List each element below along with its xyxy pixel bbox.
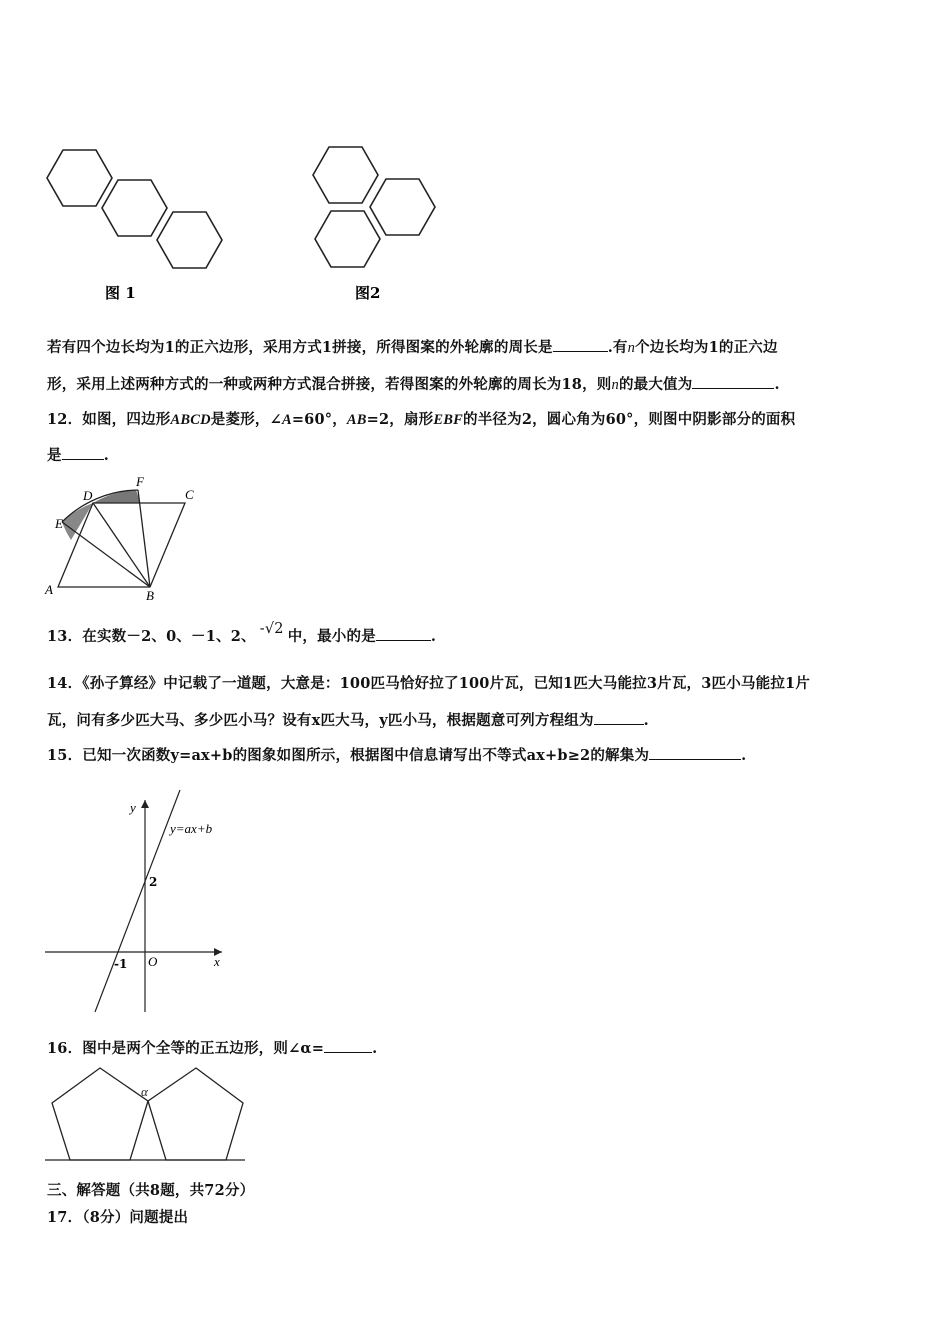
hexagon-figure-1 [47, 150, 222, 268]
svg-text:-1: -1 [114, 957, 128, 971]
fig2-label: 图2 [355, 284, 381, 302]
fig1-label: 图 1 [105, 284, 136, 302]
svg-text:F: F [136, 474, 144, 489]
q11-text-line1: 若有四个边长均为1的正六边形，采用方式1拼接，所得图案的外轮廓的周长是 .有n个边长均为1的正六边 [47, 339, 778, 356]
linear-function-graph [45, 790, 222, 1012]
q12-text-line2: 是 . [47, 447, 109, 464]
answer-blank [553, 337, 608, 352]
q14-text-line2: 瓦，问有多少匹大马、多少匹小马？设有x匹大马，y匹小马，根据题意可列方程组为 . [47, 712, 649, 729]
answer-blank [324, 1038, 372, 1053]
q17-text: 17．（8分）问题提出 [47, 1209, 189, 1226]
answer-blank [692, 374, 774, 389]
answer-blank [376, 626, 431, 641]
answer-blank [649, 745, 741, 760]
answer-blank [594, 710, 644, 725]
q13-text: 13．在实数－2、0、－1、2、 -√2 中，最小的是 . [47, 621, 437, 645]
section-heading: 三、解答题（共8题，共72分） [47, 1182, 255, 1199]
svg-text:E: E [55, 516, 63, 531]
svg-text:y=ax+b: y=ax+b [170, 821, 213, 836]
svg-text:y: y [130, 800, 136, 815]
q16-text: 16．图中是两个全等的正五边形，则∠α= . [47, 1040, 378, 1057]
svg-text:x: x [214, 954, 220, 969]
pentagons-figure [45, 1068, 245, 1160]
svg-text:O: O [148, 954, 158, 969]
svg-text:C: C [185, 487, 194, 502]
hexagon-figure-2 [313, 147, 435, 267]
q14-text-line1: 14．《孙子算经》中记载了一道题，大意是：100匹马恰好拉了100片瓦，已知1匹大马能拉3片瓦，3匹小马能拉1片 [47, 675, 811, 692]
svg-text:B: B [146, 588, 154, 603]
q15-text: 15．已知一次函数y=ax+b的图象如图所示，根据图中信息请写出不等式ax+b≥2的解集为 . [47, 747, 747, 764]
svg-text:D: D [83, 488, 93, 503]
q12-text-line1: 12．如图，四边形ABCD是菱形，∠A=60°，AB=2，扇形EBF的半径为2，圆心角为60°，则图中阴影部分的面积 [47, 411, 796, 428]
svg-text:2: 2 [149, 875, 158, 889]
svg-text:α: α [141, 1084, 148, 1099]
q11-text-line2: 形，采用上述两种方式的一种或两种方式混合拼接，若得图案的外轮廓的周长为18，则n的最大值为 . [47, 376, 780, 393]
svg-text:A: A [45, 582, 53, 597]
rhombus-figure [44, 474, 194, 603]
answer-blank [62, 445, 104, 460]
